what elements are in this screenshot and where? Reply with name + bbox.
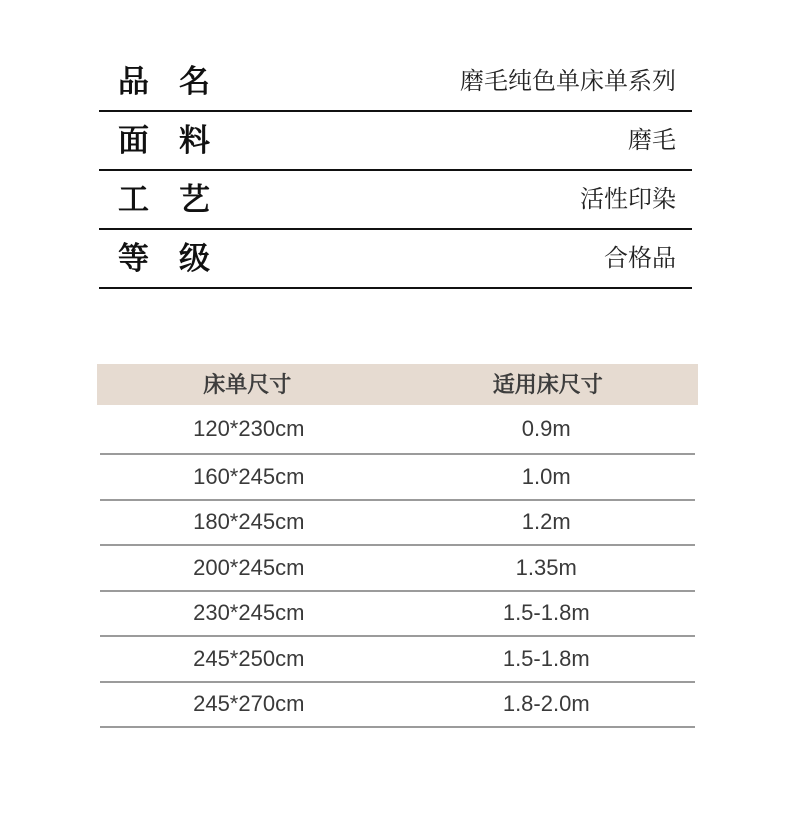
attribute-label: 品名 (118, 64, 240, 99)
attribute-label: 等级 (118, 241, 240, 276)
size-table (97, 364, 698, 728)
sheet-size-cell: 230*245cm (193, 600, 305, 626)
size-table-row (100, 683, 695, 729)
product-attributes (99, 53, 692, 289)
attribute-row-grade (99, 230, 692, 289)
attribute-row-craft (99, 171, 692, 230)
attribute-value: 活性印染 (580, 185, 676, 213)
sheet-size-cell: 180*245cm (193, 509, 305, 535)
bed-size-cell: 1.0m (521, 463, 571, 489)
bed-size-cell: 1.2m (521, 509, 571, 535)
size-table-row (100, 455, 695, 501)
sheet-size-cell: 245*270cm (193, 691, 305, 717)
size-table-header-sheet-size: 床单尺寸 (203, 371, 292, 397)
size-table-body (100, 405, 695, 728)
attribute-value: 磨毛 (628, 126, 676, 154)
bed-size-cell: 1.35m (515, 554, 577, 580)
bed-size-cell: 1.5-1.8m (502, 600, 590, 626)
attribute-row-fabric (99, 112, 692, 171)
bed-size-cell: 0.9m (521, 416, 571, 441)
size-table-row (100, 637, 695, 683)
bed-size-cell: 1.8-2.0m (502, 691, 590, 717)
attribute-label: 工艺 (118, 182, 240, 217)
sheet-size-cell: 200*245cm (193, 554, 305, 580)
bed-size-cell: 1.5-1.8m (502, 645, 590, 671)
size-table-header (97, 364, 698, 405)
sheet-size-cell: 245*250cm (193, 645, 305, 671)
attribute-value: 磨毛纯色单床单系列 (460, 67, 676, 95)
attribute-value: 合格品 (604, 244, 676, 272)
attribute-row-product-name (99, 53, 692, 112)
size-table-row (100, 405, 695, 455)
size-table-row (100, 592, 695, 638)
size-table-row (100, 546, 695, 592)
sheet-size-cell: 120*230cm (193, 416, 305, 441)
attribute-label: 面料 (118, 123, 240, 158)
size-table-row (100, 501, 695, 547)
size-table-header-bed-size: 适用床尺寸 (492, 371, 603, 397)
sheet-size-cell: 160*245cm (193, 463, 305, 489)
